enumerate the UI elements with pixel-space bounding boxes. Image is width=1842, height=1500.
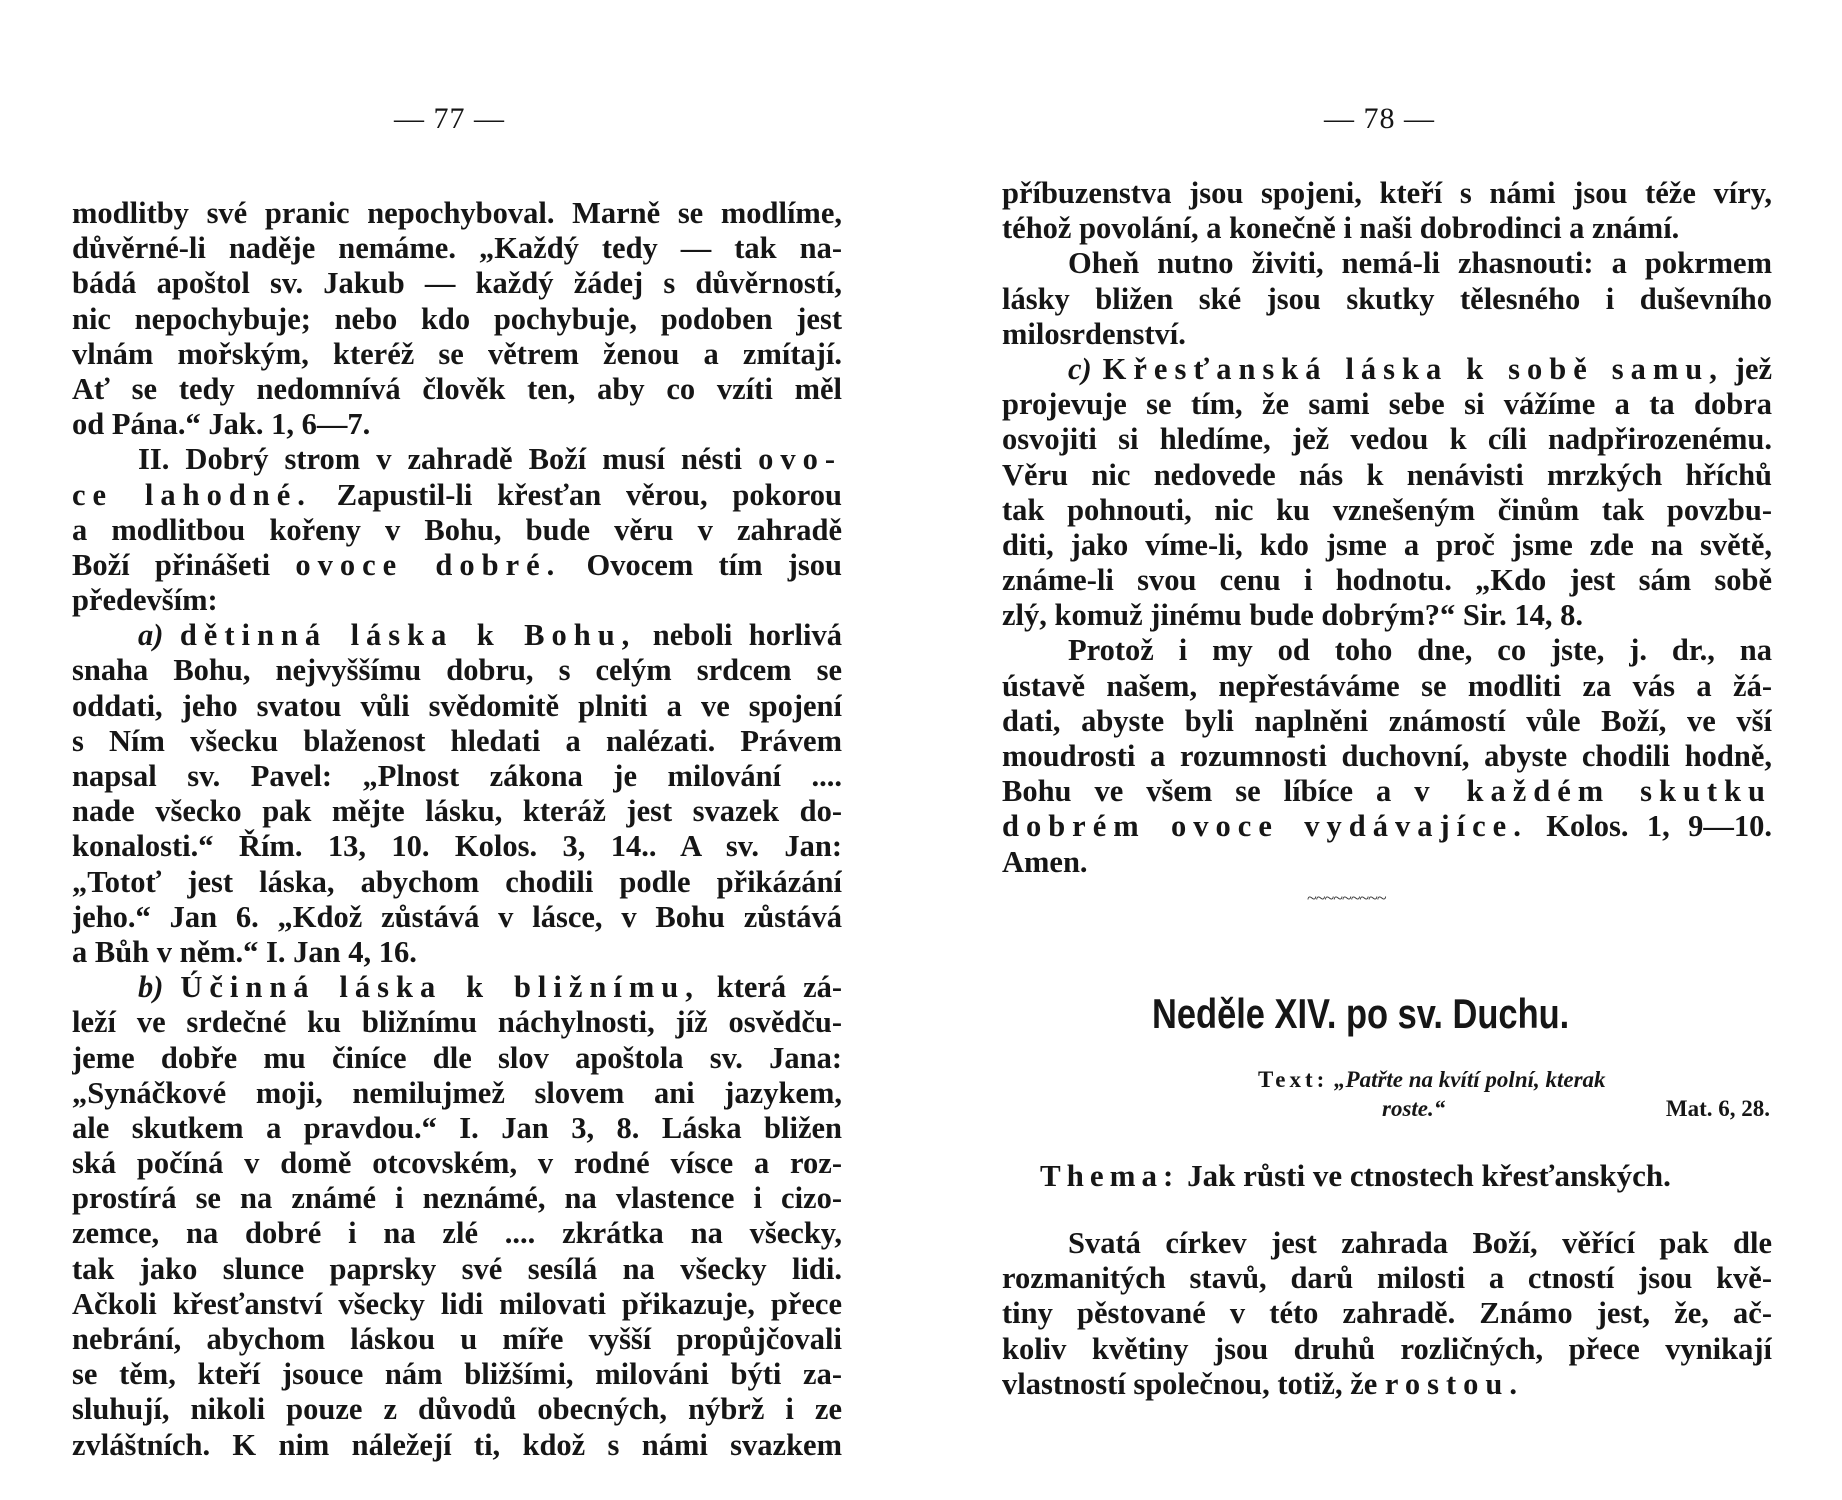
text-line: známe-li svou cenu i hodnotu. „Kdo jest sám sobě bbox=[1002, 563, 1772, 598]
text-line: ústavě našem, nepřestáváme se modliti za vás a žá- bbox=[1002, 668, 1772, 703]
text-line: ale skutkem a pravdou.“ I. Jan 3, 8. Láska bližen bbox=[72, 1110, 842, 1145]
text-line: vlastností společnou, totiž, že rostou. bbox=[1002, 1366, 1525, 1401]
text-line: c) Křesťanská láska k sobě samu, jež bbox=[1068, 351, 1772, 386]
sermon-title: Neděle XIV. po sv. Duchu. bbox=[1152, 990, 1570, 1037]
text-line: a) dětinná láska k Bohu, neboli horlivá bbox=[138, 618, 842, 653]
text-line: Protož i my od toho dne, co jste, j. dr., na bbox=[1068, 633, 1772, 668]
text-line: jeho.“ Jan 6. „Kdož zůstává v lásce, v Bohu zůstává bbox=[72, 899, 842, 934]
theme-label: Thema: bbox=[1040, 1158, 1180, 1193]
scripture-quote-continued: roste.“ bbox=[1382, 1096, 1446, 1121]
page-number-right: — 78 — bbox=[1324, 102, 1435, 135]
text-line: Oheň nutno živiti, nemá-li zhasnouti: a pokrmem bbox=[1068, 246, 1772, 281]
text-line: ská počíná v domě otcovském, v rodné vísce a roz- bbox=[72, 1146, 842, 1181]
text-line: tak pohnouti, nic ku vznešeným činům tak povzbu- bbox=[1002, 492, 1772, 527]
text-line: vlnám mořským, kteréž se větrem ženou a zmítají. bbox=[72, 336, 842, 371]
right-page bbox=[1002, 0, 1772, 1500]
right-page-text bbox=[1002, 176, 1772, 880]
text-line: a modlitbou kořeny v Bohu, bude věru v zahradě bbox=[72, 512, 842, 547]
page-number-left: — 77 — bbox=[394, 102, 505, 135]
text-line: b) Účinná láska k bližnímu, která zá- bbox=[138, 970, 842, 1005]
text-line: příbuzenstva jsou spojeni, kteří s námi jsou téže víry, bbox=[1002, 176, 1772, 210]
text-line: snaha Bohu, nejvyššímu dobru, s celým srdcem se bbox=[72, 653, 842, 688]
text-line: zemce, na dobré i na zlé .... zkrátka na všecky, bbox=[72, 1216, 842, 1251]
text-line: od Pána.“ Jak. 1, 6—7. bbox=[72, 407, 371, 442]
text-line: moudrosti a rozumnosti duchovní, abyste chodili hodně, bbox=[1002, 739, 1772, 773]
text-line: Věru nic nedovede nás k nenávisti mrzkých hříchů bbox=[1002, 457, 1772, 492]
text-line: jeme dobře mu činíce dle slov apoštola sv. Jana: bbox=[72, 1040, 842, 1075]
text-line: oddati, jeho svatou vůli svědomitě plniti a ve spojení bbox=[72, 688, 842, 723]
text-line: konalosti.“ Řím. 13, 10. Kolos. 3, 14.. A sv. Jan: bbox=[72, 829, 842, 864]
theme-text: Jak růsti ve ctnostech křesťanských. bbox=[1187, 1158, 1671, 1193]
text-line: bádá apoštol sv. Jakub — každý žádej s důvěrností, bbox=[72, 266, 842, 301]
text-line: ce lahodné. Zapustil-li křesťan věrou, pokorou bbox=[72, 477, 842, 512]
text-line: nic nepochybuje; nebo kdo pochybuje, podoben jest bbox=[72, 301, 842, 336]
text-line: důvěrné-li naděje nemáme. „Každý tedy — tak na- bbox=[72, 231, 842, 266]
text-line: téhož povolání, a konečně i naši dobrodinci a známí. bbox=[1002, 211, 1680, 246]
text-line: II. Dobrý strom v zahradě Boží musí nésti ovo- bbox=[138, 442, 842, 477]
text-line: diti, jako víme-li, kdo jsme a proč jsme zde na světě, bbox=[1002, 527, 1772, 562]
text-line: modlitby své pranic nepochyboval. Marně se modlíme, bbox=[72, 196, 842, 230]
sermon-theme bbox=[1040, 1158, 1671, 1194]
text-line: Svatá církev jest zahrada Boží, věřící pak dle bbox=[1068, 1226, 1772, 1260]
text-line: Ačkoli křesťanství všecky lidi milovati přikazuje, přece bbox=[72, 1286, 842, 1321]
text-line: zvláštních. K nim náležejí ti, kdož s námi svazkem bbox=[72, 1427, 842, 1462]
text-line: především: bbox=[72, 583, 218, 618]
text-line: sluhují, nikoli pouze z důvodů obecných, nýbrž i ze bbox=[72, 1392, 842, 1427]
divider-ornament: ~~~~~~~~~ bbox=[1307, 888, 1386, 908]
scripture-quote: „Patřte na kvítí polní, kterak bbox=[1334, 1067, 1606, 1092]
text-line: tak jako slunce paprsky své sesílá na všecky lidi. bbox=[72, 1251, 842, 1286]
text-line: osvojiti si hledíme, jež vedou k cíli nadpřirozenému. bbox=[1002, 422, 1772, 457]
scripture-reference bbox=[1258, 1065, 1774, 1123]
text-line: lásky bližen ské jsou skutky tělesného i duševního bbox=[1002, 281, 1772, 316]
text-line: nade všecko pak mějte lásku, kteráž jest svazek do- bbox=[72, 794, 842, 829]
text-line: zlý, komuž jinému bude dobrým?“ Sir. 14, 8. bbox=[1002, 598, 1583, 633]
text-line: prostírá se na známé i neznámé, na vlastence i cizo- bbox=[72, 1181, 842, 1216]
text-line: leží ve srdečné ku bližnímu náchylnosti, jíž osvědču- bbox=[72, 1005, 842, 1040]
text-line: Boží přinášeti ovoce dobré. Ovocem tím jsou bbox=[72, 547, 842, 582]
text-line: dobrém ovoce vydávajíce. Kolos. 1, 9—10. bbox=[1002, 809, 1772, 844]
text-line: se těm, kteří jsouce nám bližšími, milováni býti za- bbox=[72, 1357, 842, 1392]
text-line: dati, abyste byli naplněni známostí vůle Boží, ve vší bbox=[1002, 703, 1772, 738]
text-line: Amen. bbox=[1002, 844, 1088, 879]
text-line: nebrání, abychom láskou u míře vyšší propůjčovali bbox=[72, 1322, 842, 1356]
left-page bbox=[72, 0, 842, 1500]
text-line: Bohu ve všem se líbíce a v každém skutku bbox=[1002, 774, 1772, 809]
text-line: napsal sv. Pavel: „Plnost zákona je milování .... bbox=[72, 759, 842, 793]
sermon-opening bbox=[1002, 1226, 1772, 1402]
text-line: s Ním všecku blaženost hledati a nalézati. Právem bbox=[72, 723, 842, 758]
scripture-citation: Mat. 6, 28. bbox=[1665, 1096, 1770, 1121]
text-line: a Bůh v něm.“ I. Jan 4, 16. bbox=[72, 934, 417, 969]
text-line: Ať se tedy nedomnívá člověk ten, aby co vzíti měl bbox=[72, 371, 842, 406]
text-line: tiny pěstované v této zahradě. Známo jest, že, ač- bbox=[1002, 1296, 1772, 1331]
text-label: Text: bbox=[1258, 1067, 1329, 1092]
text-line: milosrdenství. bbox=[1002, 316, 1186, 351]
text-line: „Totoť jest láska, abychom chodili podle přikázání bbox=[72, 864, 842, 899]
left-page-text bbox=[72, 196, 842, 1463]
text-line: koliv květiny jsou druhů rozličných, přece vynikají bbox=[1002, 1331, 1772, 1366]
text-line: rozmanitých stavů, darů milosti a ctností jsou kvě- bbox=[1002, 1261, 1772, 1296]
text-line: projevuje se tím, že sami sebe si vážíme a ta dobra bbox=[1002, 387, 1772, 422]
text-line: „Synáčkové moji, nemilujmež slovem ani jazykem, bbox=[72, 1075, 842, 1110]
